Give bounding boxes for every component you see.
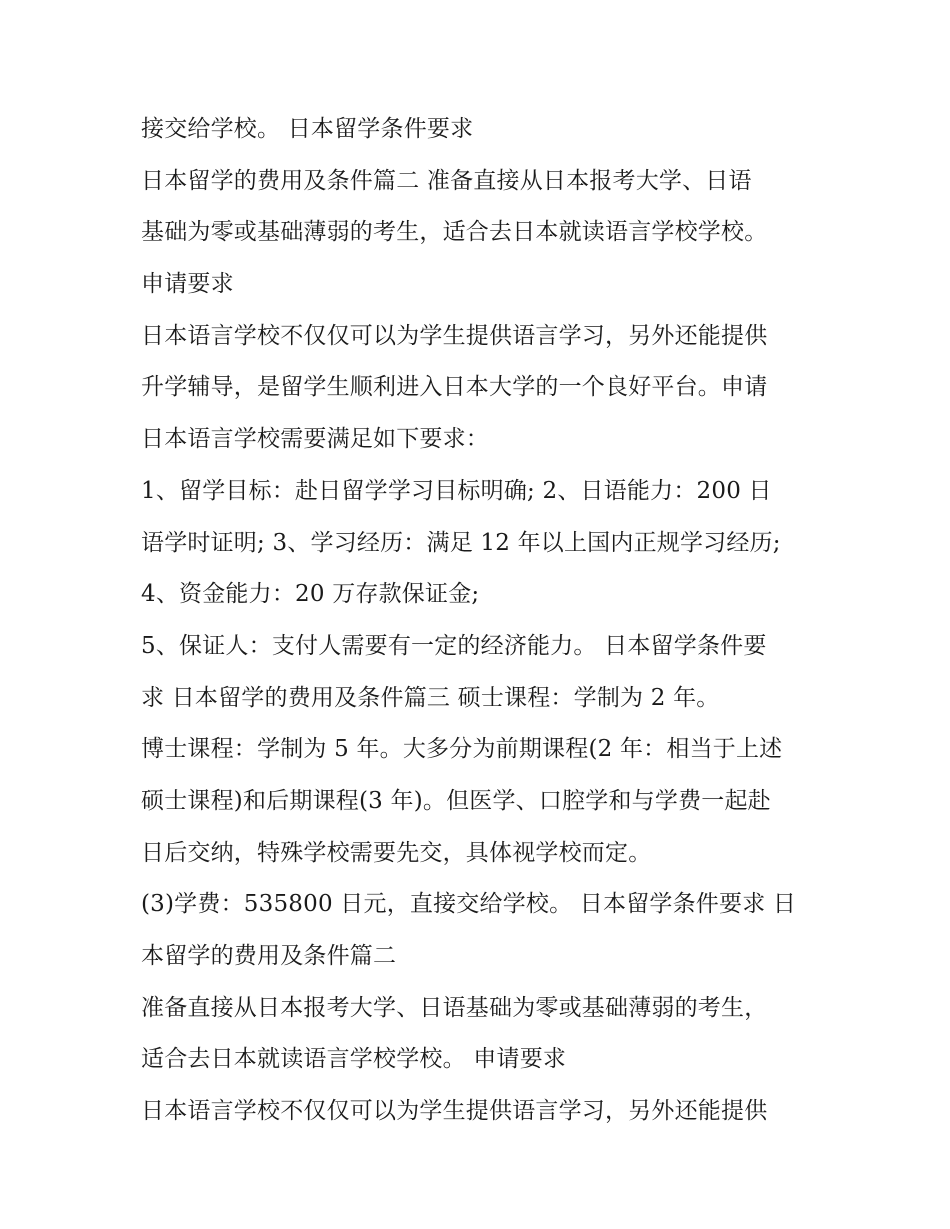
text-line: 日本语言学校不仅仅可以为学生提供语言学习，另外还能提供	[141, 1098, 768, 1125]
text-line: 准备直接从日本报考大学、日语基础为零或基础薄弱的考生，	[141, 994, 768, 1021]
text-line: 日本留学的费用及条件篇二 准备直接从日本报考大学、日语	[141, 167, 752, 194]
text-line: 博士课程：学制为 5 年。大多分为前期课程(2 年：相当于上述	[141, 736, 783, 763]
text-line: 适合去日本就读语言学校学校。 申请要求	[141, 1046, 567, 1073]
text-line: 基础为零或基础薄弱的考生，适合去日本就读语言学校学校。	[141, 219, 768, 246]
text-line: 4、资金能力：20 万存款保证金;	[141, 581, 480, 608]
text-line: 求 日本留学的费用及条件篇三 硕士课程：学制为 2 年。	[141, 684, 720, 711]
text-line: 日本语言学校不仅仅可以为学生提供语言学习，另外还能提供	[141, 322, 768, 349]
text-line: 申请要求	[141, 271, 234, 298]
text-line: (3)学费：535800 日元，直接交给学校。 日本留学条件要求 日	[141, 891, 797, 918]
text-line: 5、保证人：支付人需要有一定的经济能力。 日本留学条件要	[141, 632, 767, 659]
text-line: 升学辅导，是留学生顺利进入日本大学的一个良好平台。申请	[141, 374, 768, 401]
text-line: 硕士课程)和后期课程(3 年)。但医学、口腔学和与学费一起赴	[141, 787, 771, 814]
text-line: 接交给学校。 日本留学条件要求	[141, 116, 474, 142]
text-line: 本留学的费用及条件篇二	[141, 943, 397, 969]
text-line: 日本语言学校需要满足如下要求：	[141, 426, 489, 453]
text-line: 日后交纳，特殊学校需要先交，具体视学校而定。	[141, 839, 652, 866]
text-line: 1、留学目标：赴日留学学习目标明确; 2、日语能力：200 日	[141, 477, 772, 504]
text-line: 语学时证明; 3、学习经历：满足 12 年以上国内正规学习经历;	[141, 529, 781, 556]
document-body	[141, 110, 841, 1144]
